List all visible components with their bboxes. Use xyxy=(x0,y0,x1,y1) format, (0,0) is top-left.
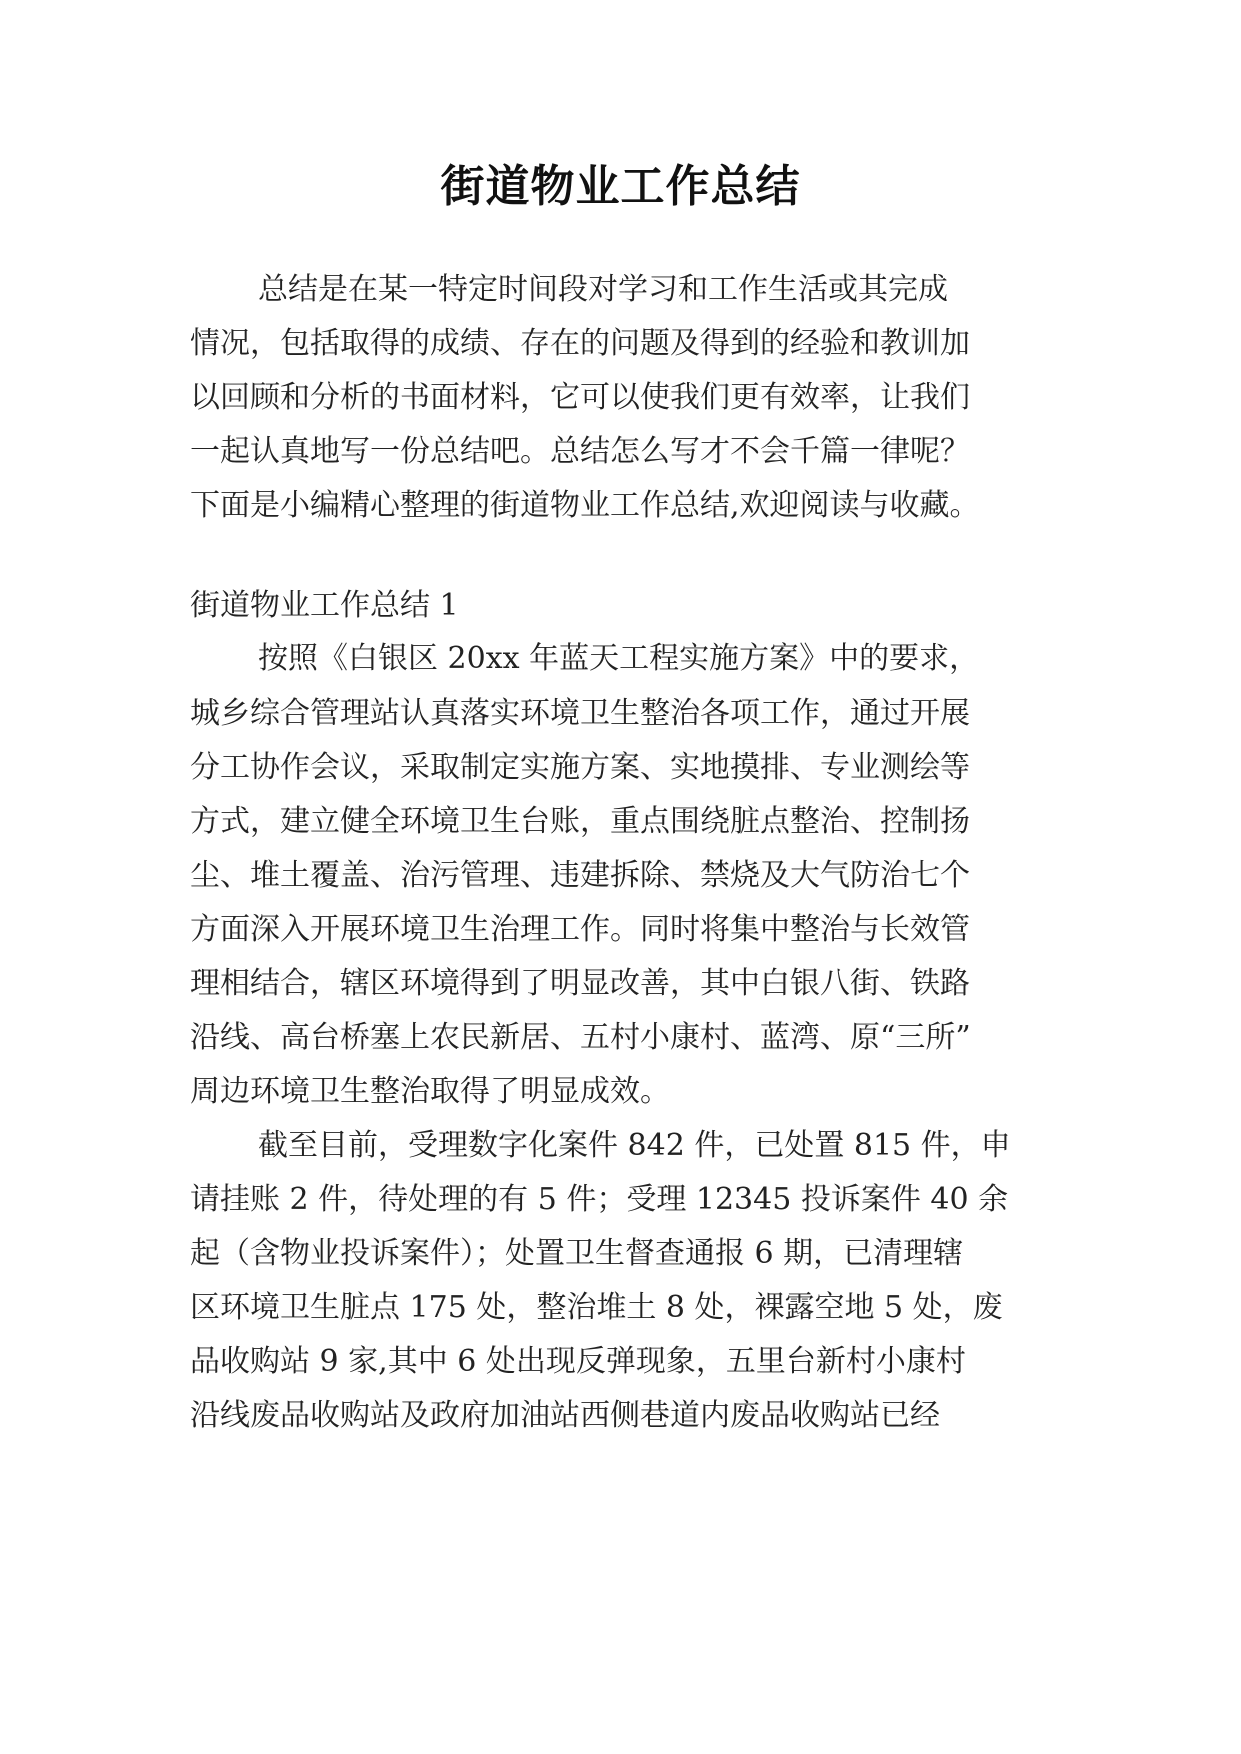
intro-line-1: 总结是在某一特定时间段对学习和工作生活或其完成 xyxy=(258,272,948,307)
intro-line-3: 以回顾和分析的书面材料，它可以使我们更有效率，让我们 xyxy=(190,380,970,415)
intro-line-4: 一起认真地写一份总结吧。总结怎么写才不会千篇一律呢？ xyxy=(190,434,970,469)
paragraph1-line-7: 理相结合，辖区环境得到了明显改善，其中白银八街、铁路 xyxy=(190,966,970,1001)
paragraph2-line-4: 区环境卫生脏点 175 处，整治堆土 8 处，裸露空地 5 处，废 xyxy=(190,1290,1003,1325)
paragraph2-line-6: 沿线废品收购站及政府加油站西侧巷道内废品收购站已经 xyxy=(190,1398,940,1433)
intro-line-2: 情况，包括取得的成绩、存在的问题及得到的经验和教训加 xyxy=(190,326,970,361)
document-title: 街道物业工作总结 xyxy=(440,161,801,212)
paragraph1-line-8: 沿线、高台桥塞上农民新居、五村小康村、蓝湾、原“三所” xyxy=(190,1020,971,1055)
paragraph2-line-3: 起（含物业投诉案件）；处置卫生督查通报 6 期，已清理辖 xyxy=(190,1236,964,1271)
paragraph1-line-1: 按照《白银区 20xx 年蓝天工程实施方案》中的要求， xyxy=(258,641,980,676)
paragraph1-line-2: 城乡综合管理站认真落实环境卫生整治各项工作，通过开展 xyxy=(190,696,970,731)
intro-line-5: 下面是小编精心整理的街道物业工作总结,欢迎阅读与收藏。 xyxy=(190,488,980,523)
paragraph1-line-4: 方式，建立健全环境卫生台账，重点围绕脏点整治、控制扬 xyxy=(190,804,970,839)
paragraph1-line-5: 尘、堆土覆盖、治污管理、违建拆除、禁烧及大气防治七个 xyxy=(190,858,970,893)
paragraph1-line-9: 周边环境卫生整治取得了明显成效。 xyxy=(190,1074,670,1109)
paragraph2-line-2: 请挂账 2 件，待处理的有 5 件；受理 12345 投诉案件 40 余 xyxy=(190,1182,1009,1217)
paragraph1-line-6: 方面深入开展环境卫生治理工作。同时将集中整治与长效管 xyxy=(190,912,970,947)
section-heading: 街道物业工作总结 1 xyxy=(190,588,459,623)
paragraph1-line-3: 分工协作会议，采取制定实施方案、实地摸排、专业测绘等 xyxy=(190,750,970,785)
paragraph2-line-5: 品收购站 9 家,其中 6 处出现反弹现象，五里台新村小康村 xyxy=(190,1344,966,1379)
paragraph2-line-1: 截至目前，受理数字化案件 842 件，已处置 815 件，申 xyxy=(258,1128,1011,1163)
